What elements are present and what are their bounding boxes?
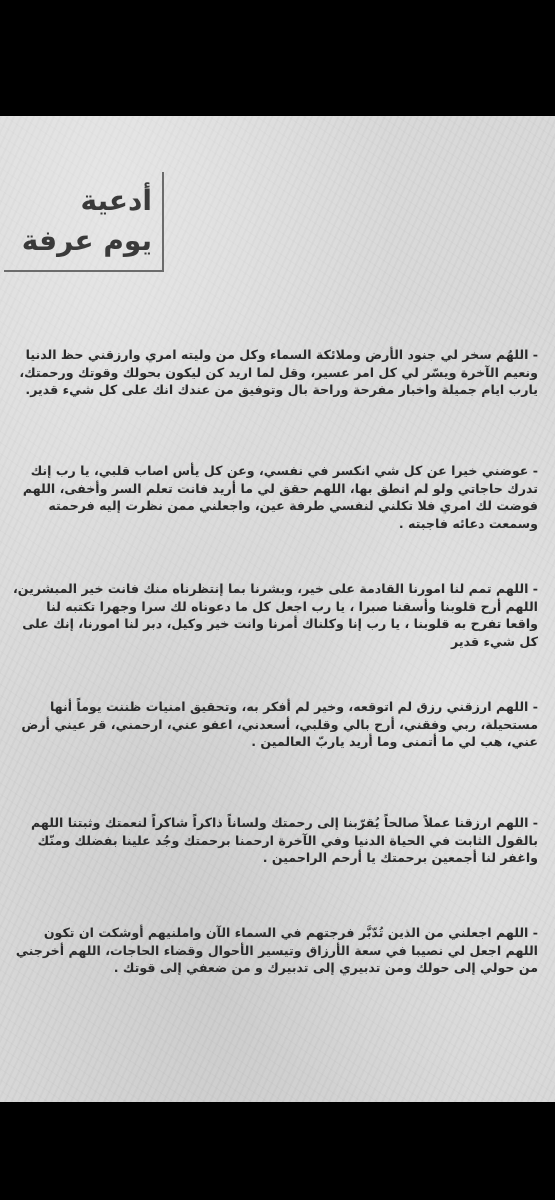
dua-paragraph-5: - اللهم ارزقنا عملاً صالحاً يُقرّبنا إلى رحمتك ولساناً ذاكراً شاكراً لنعمتك وثبتنا اللهم بالقول الثابت في الحياة الدنيا وفي الآخرة ارحمنا برحمتك وجُد علينا بفضلك ومنّك واغفر لنا أجمعين برحمتك يا أرحم الراحمين . (31, 815, 538, 865)
title-line-2: يوم عرفة (21, 224, 152, 257)
title-line-1: أدعية (80, 184, 152, 217)
dua-paragraph-4: - اللهم ارزقني رزق لم اتوقعه، وخير لم أفكر به، وتحقيق امنيات ظننت يوماً أنها مستحيلة، ربي وفقني، أرح بالي وقلبي، أسعدني، اعفو عني، ارحمني، قر عيني أرض عني، هب لي ما أتمنى وما أريد ياربّ العالمين . (21, 699, 538, 749)
dua-paragraph-6: - اللهم اجعلني من الذين تُدّبَّر فرجتهم في السماء الآن واملنيهم أوشكت ان تكون اللهم اجعل لي نصيبا في سعة الأرزاق وتيسير الأحوال وقضاء الحاجات، اللهم أخرجني من حولي إلى حولك ومن تدبيري إلى تدبيرك و من ضعفي إلى قوتك . (15, 925, 538, 975)
document-page (0, 116, 555, 1102)
dua-paragraph-2: - عوضني خيرا عن كل شي انكسر في نفسي، وعن كل يأس اصاب قلبي، يا رب إنك تدرك حاجاتي ولو لم انطق بها، اللهم حقق لي ما أريد فانت تعلم السر وأخفى، اللهم فوضت لك امري فلا تكلني لنفسي طرفة عين، واجعلني ممن نظرت إليه فرحمته وسمعت دعائه فاجبته . (22, 463, 538, 531)
dua-paragraph-3: - اللهم تمم لنا امورنا القادمة على خير، وبشرنا بما إنتظرناه منك فانت خير المبشرين، اللهم أرح قلوبنا وأسقنا صبرا ، يا رب اجعل كل ما دعوناه لك سرا وجهرا تكتبه لنا واقعا تفرح به قلوبنا ، يا رب إنا وكلناك أمرنا وانت خير وكيل، دبر لنا امورنا، إنك على كل شيء قدير (12, 581, 538, 649)
title-box (4, 172, 164, 272)
dua-paragraph-1: - اللهُم سخر لي جنود الأرض وملائكة السماء وكل من وليته امري وارزقني حظ الدنيا ونعيم الآخرة ويسّر لي كل امر عسير، وقل لما اريد كن ليكون بحولك وقوتك ورحمتك، يارب ايام جميلة واخبار مفرحة وراحة بال وتوفيق من عندك انك على كل شيء قدير. (19, 347, 538, 397)
